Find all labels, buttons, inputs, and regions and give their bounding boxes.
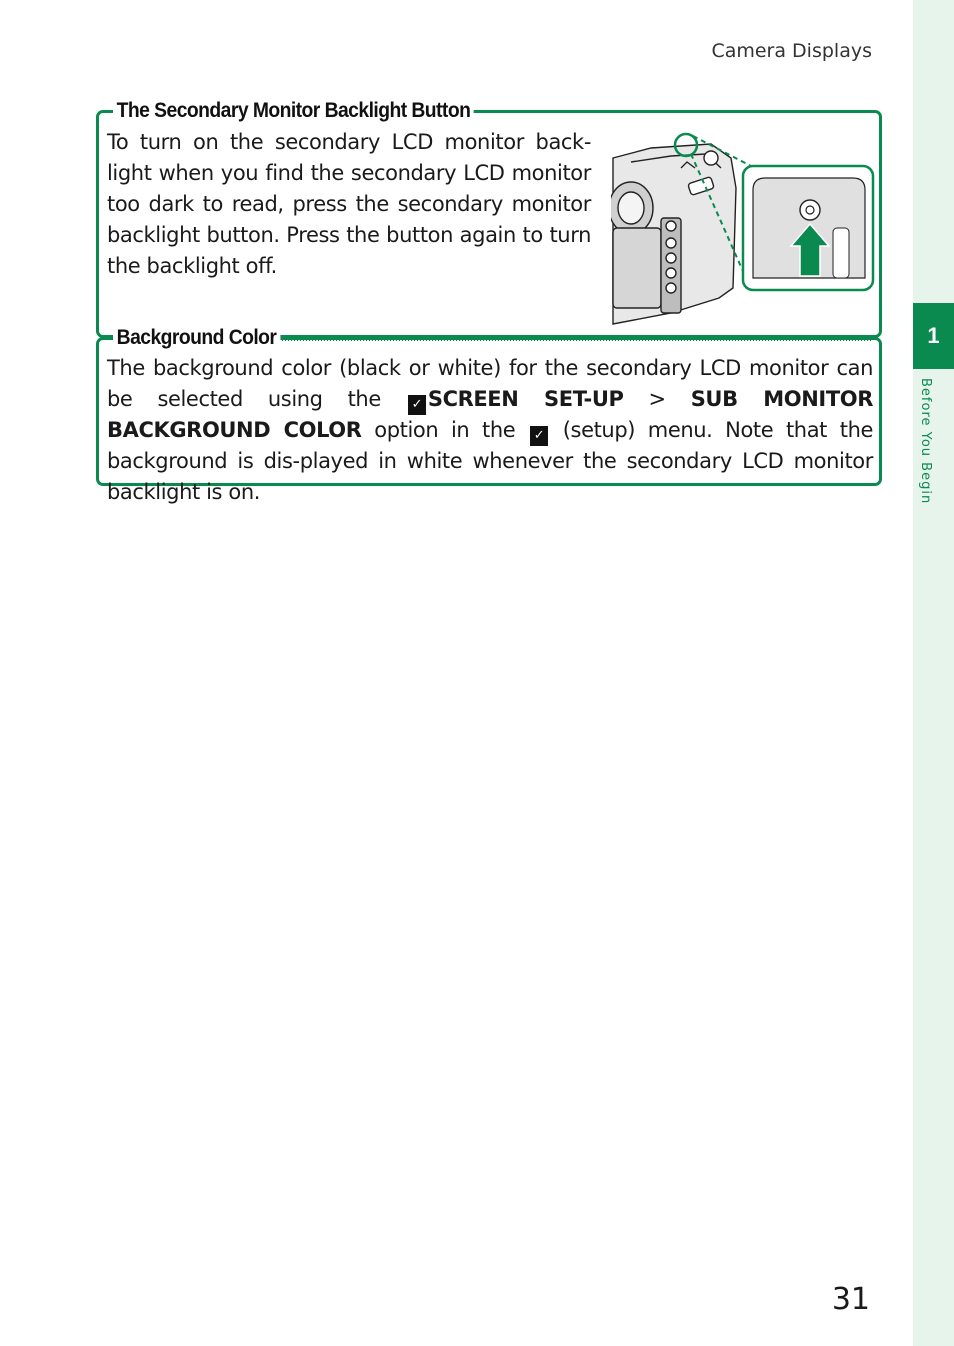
chapter-tab xyxy=(913,303,954,369)
option-sub-monitor-background-color: SUB MONITOR BACKGROUND COLOR xyxy=(107,387,873,442)
chapter-label: Before You Begin xyxy=(918,378,933,505)
background-color-box xyxy=(96,326,882,504)
backlight-button-icon xyxy=(800,200,820,220)
backlight-button-text: To turn on the secondary LCD monitor back-light when you find the secondary LCD monitor too dark to read, press the secondary monitor backlight button. Press the button again to turn the backlight off. xyxy=(107,130,591,278)
setup-menu-icon: ✓ xyxy=(530,426,548,446)
backlight-button-heading: The Secondary Monitor Backlight Button xyxy=(113,99,474,123)
side-strip xyxy=(913,0,954,1346)
background-color-text xyxy=(107,353,873,508)
text-part: The background color (black or white) for the secondary LCD monitor can be selected using the xyxy=(107,356,873,411)
background-color-heading: Background Color xyxy=(113,326,280,350)
text-part: option in the xyxy=(361,418,529,442)
separator: > xyxy=(623,387,691,411)
inset-detail xyxy=(743,166,873,290)
chapter-number: 1 xyxy=(927,323,940,348)
page-number: 31 xyxy=(831,1282,870,1317)
text-part: (setup) menu. Note that the background is dis-played in white whenever the secondary LCD monitor backlight is on. xyxy=(107,418,873,504)
menu-item-screen-setup: SCREEN SET-UP xyxy=(427,387,624,411)
camera-illustration xyxy=(611,128,876,328)
running-head: Camera Displays xyxy=(711,40,872,62)
dotted-rule xyxy=(279,338,871,341)
camera-body xyxy=(611,144,736,324)
setup-menu-icon: ✓ xyxy=(408,395,426,415)
